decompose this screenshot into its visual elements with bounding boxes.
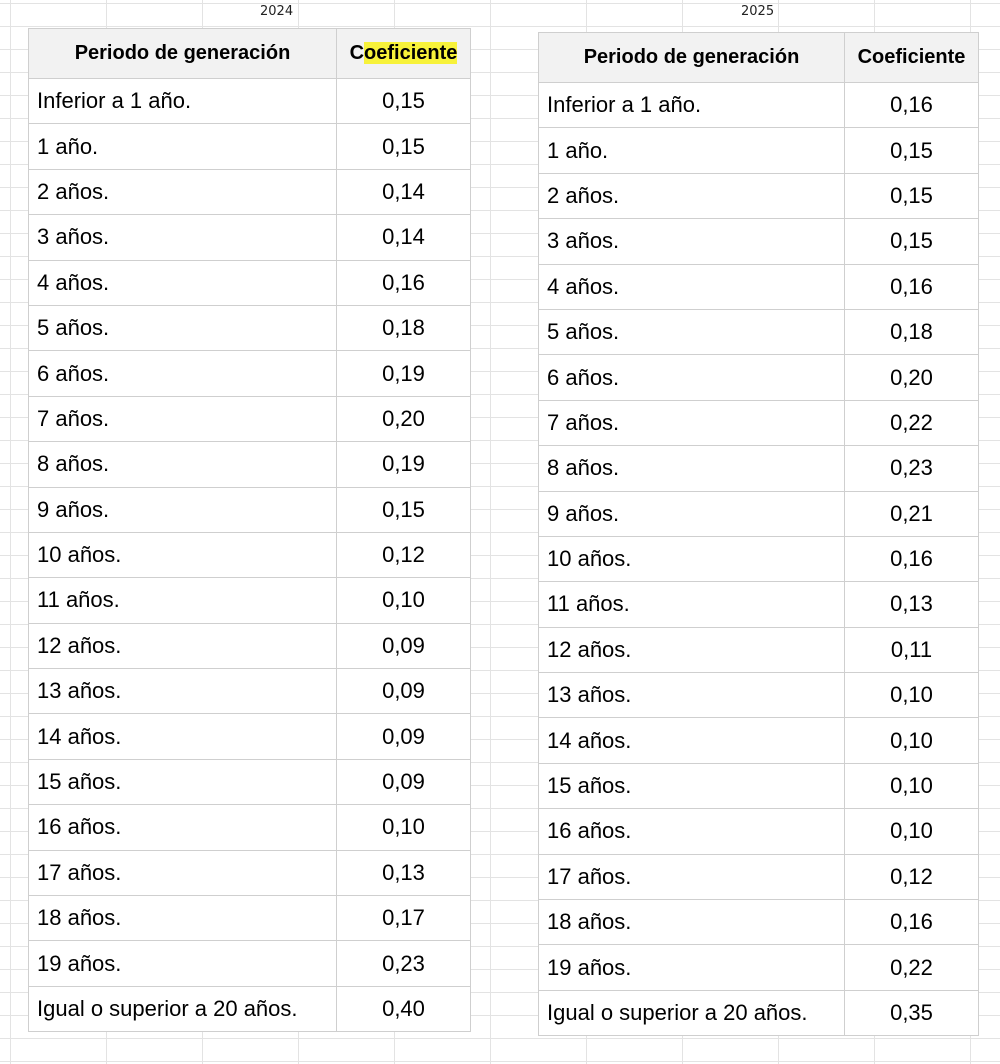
coefficient-cell[interactable]: 0,15 (845, 173, 979, 218)
period-cell[interactable]: Igual o superior a 20 años. (539, 990, 845, 1035)
table-row (539, 309, 979, 354)
coefficient-cell[interactable]: 0,09 (337, 669, 471, 714)
period-cell[interactable]: 8 años. (29, 442, 337, 487)
coefficient-cell[interactable]: 0,14 (337, 215, 471, 260)
coefficient-cell[interactable]: 0,21 (845, 491, 979, 536)
period-cell[interactable]: 3 años. (29, 215, 337, 260)
period-cell[interactable]: 9 años. (539, 491, 845, 536)
table-row (29, 759, 471, 804)
table-row (29, 714, 471, 759)
coefficient-cell[interactable]: 0,16 (845, 900, 979, 945)
period-cell[interactable]: 14 años. (539, 718, 845, 763)
coefficient-cell[interactable]: 0,14 (337, 169, 471, 214)
table-row (539, 355, 979, 400)
table-row (539, 83, 979, 128)
coefficient-cell[interactable]: 0,15 (337, 79, 471, 124)
coefficient-cell[interactable]: 0,10 (845, 809, 979, 854)
coefficient-cell[interactable]: 0,20 (337, 396, 471, 441)
period-cell[interactable]: 1 año. (29, 124, 337, 169)
period-cell[interactable]: 3 años. (539, 219, 845, 264)
coefficient-cell[interactable]: 0,35 (845, 990, 979, 1035)
table-row (539, 990, 979, 1035)
period-cell[interactable]: 11 años. (539, 582, 845, 627)
table-row (29, 351, 471, 396)
coefficient-table-2025 (538, 32, 979, 1036)
year-label-2024: 2024 (260, 4, 294, 19)
period-cell[interactable]: 14 años. (29, 714, 337, 759)
period-cell[interactable]: 5 años. (539, 309, 845, 354)
period-cell[interactable]: 1 año. (539, 128, 845, 173)
period-cell[interactable]: 7 años. (539, 400, 845, 445)
table-row (539, 491, 979, 536)
period-cell[interactable]: 2 años. (539, 173, 845, 218)
period-cell[interactable]: 16 años. (29, 805, 337, 850)
table-row (539, 264, 979, 309)
coefficient-cell[interactable]: 0,17 (337, 896, 471, 941)
coefficient-cell[interactable]: 0,16 (845, 536, 979, 581)
period-cell[interactable]: 19 años. (29, 941, 337, 986)
period-cell[interactable]: 18 años. (29, 896, 337, 941)
coefficient-cell[interactable]: 0,13 (337, 850, 471, 895)
coefficient-cell[interactable]: 0,09 (337, 714, 471, 759)
header-row (29, 29, 471, 79)
period-cell[interactable]: 2 años. (29, 169, 337, 214)
coefficient-cell[interactable]: 0,10 (845, 718, 979, 763)
table-row (29, 79, 471, 124)
coefficient-cell[interactable]: 0,15 (845, 128, 979, 173)
coefficient-cell[interactable]: 0,22 (845, 400, 979, 445)
period-cell[interactable]: 8 años. (539, 446, 845, 491)
period-cell[interactable]: 7 años. (29, 396, 337, 441)
coefficient-cell[interactable]: 0,19 (337, 351, 471, 396)
table-row (539, 219, 979, 264)
table-row (29, 215, 471, 260)
table-row (29, 578, 471, 623)
table-row (29, 487, 471, 532)
header-coefficient[interactable] (337, 29, 471, 79)
table-row (29, 941, 471, 986)
table-row (29, 805, 471, 850)
table-row (539, 400, 979, 445)
period-cell[interactable]: 12 años. (539, 627, 845, 672)
period-cell[interactable]: 4 años. (539, 264, 845, 309)
coefficient-cell[interactable]: 0,16 (845, 264, 979, 309)
coefficient-cell[interactable]: 0,19 (337, 442, 471, 487)
coefficient-cell[interactable]: 0,18 (845, 309, 979, 354)
period-cell[interactable]: 17 años. (539, 854, 845, 899)
table-row (29, 124, 471, 169)
table-row (29, 532, 471, 577)
period-cell[interactable]: 6 años. (29, 351, 337, 396)
coefficient-cell[interactable]: 0,18 (337, 305, 471, 350)
table-row (539, 854, 979, 899)
table-row (29, 986, 471, 1031)
table-row (539, 809, 979, 854)
period-cell[interactable]: 10 años. (29, 532, 337, 577)
coefficient-cell[interactable]: 0,15 (337, 124, 471, 169)
table-row (29, 623, 471, 668)
table-row (29, 669, 471, 714)
coefficient-cell[interactable]: 0,10 (845, 673, 979, 718)
period-cell[interactable]: 18 años. (539, 900, 845, 945)
coefficient-cell[interactable]: 0,10 (337, 805, 471, 850)
table-row (29, 396, 471, 441)
period-cell[interactable]: 17 años. (29, 850, 337, 895)
coefficient-cell[interactable]: 0,12 (845, 854, 979, 899)
period-cell[interactable]: 4 años. (29, 260, 337, 305)
coefficient-cell[interactable]: 0,15 (845, 219, 979, 264)
table-row (539, 446, 979, 491)
coefficient-cell[interactable]: 0,12 (337, 532, 471, 577)
coefficient-cell[interactable]: 0,16 (845, 83, 979, 128)
table-row (539, 128, 979, 173)
table-row (29, 850, 471, 895)
coefficient-cell[interactable]: 0,09 (337, 623, 471, 668)
table-row (29, 305, 471, 350)
table-row (539, 582, 979, 627)
table-row (29, 896, 471, 941)
table-row (539, 536, 979, 581)
table-row (539, 627, 979, 672)
coefficient-cell[interactable]: 0,40 (337, 986, 471, 1031)
table-row (29, 442, 471, 487)
coefficient-table-2024 (28, 28, 471, 1032)
header-period[interactable]: Periodo de generación (29, 29, 337, 79)
period-cell[interactable]: 9 años. (29, 487, 337, 532)
coefficient-cell[interactable]: 0,22 (845, 945, 979, 990)
period-cell[interactable]: Igual o superior a 20 años. (29, 986, 337, 1031)
table-row (539, 718, 979, 763)
year-label-2025: 2025 (741, 4, 775, 19)
period-cell[interactable]: Inferior a 1 año. (539, 83, 845, 128)
period-cell[interactable]: 15 años. (539, 763, 845, 808)
header-row (539, 33, 979, 83)
coefficient-cell[interactable]: 0,10 (845, 763, 979, 808)
coefficient-cell[interactable]: 0,10 (337, 578, 471, 623)
period-cell[interactable]: 11 años. (29, 578, 337, 623)
period-cell[interactable]: 19 años. (539, 945, 845, 990)
header-coefficient-highlighted: oeficiente (364, 42, 458, 64)
coefficient-cell[interactable]: 0,09 (337, 759, 471, 804)
coefficient-cell[interactable]: 0,11 (845, 627, 979, 672)
period-cell[interactable]: 12 años. (29, 623, 337, 668)
table-row (539, 900, 979, 945)
period-cell[interactable]: 6 años. (539, 355, 845, 400)
table-row (539, 673, 979, 718)
period-cell[interactable]: 13 años. (539, 673, 845, 718)
table-row (539, 173, 979, 218)
coefficient-cell[interactable]: 0,20 (845, 355, 979, 400)
table-row (29, 169, 471, 214)
header-period[interactable]: Periodo de generación (539, 33, 845, 83)
coefficient-cell[interactable]: 0,13 (845, 582, 979, 627)
period-cell[interactable]: 13 años. (29, 669, 337, 714)
coefficient-cell[interactable]: 0,16 (337, 260, 471, 305)
period-cell[interactable]: 16 años. (539, 809, 845, 854)
header-coefficient[interactable]: Coeficiente (845, 33, 979, 83)
period-cell[interactable]: Inferior a 1 año. (29, 79, 337, 124)
table-row (29, 260, 471, 305)
period-cell[interactable]: 5 años. (29, 305, 337, 350)
coefficient-cell[interactable]: 0,15 (337, 487, 471, 532)
header-coefficient-first-letter: C (349, 42, 365, 64)
coefficient-cell[interactable]: 0,23 (337, 941, 471, 986)
coefficient-cell[interactable]: 0,23 (845, 446, 979, 491)
table-row (539, 945, 979, 990)
table-row (539, 763, 979, 808)
period-cell[interactable]: 10 años. (539, 536, 845, 581)
period-cell[interactable]: 15 años. (29, 759, 337, 804)
